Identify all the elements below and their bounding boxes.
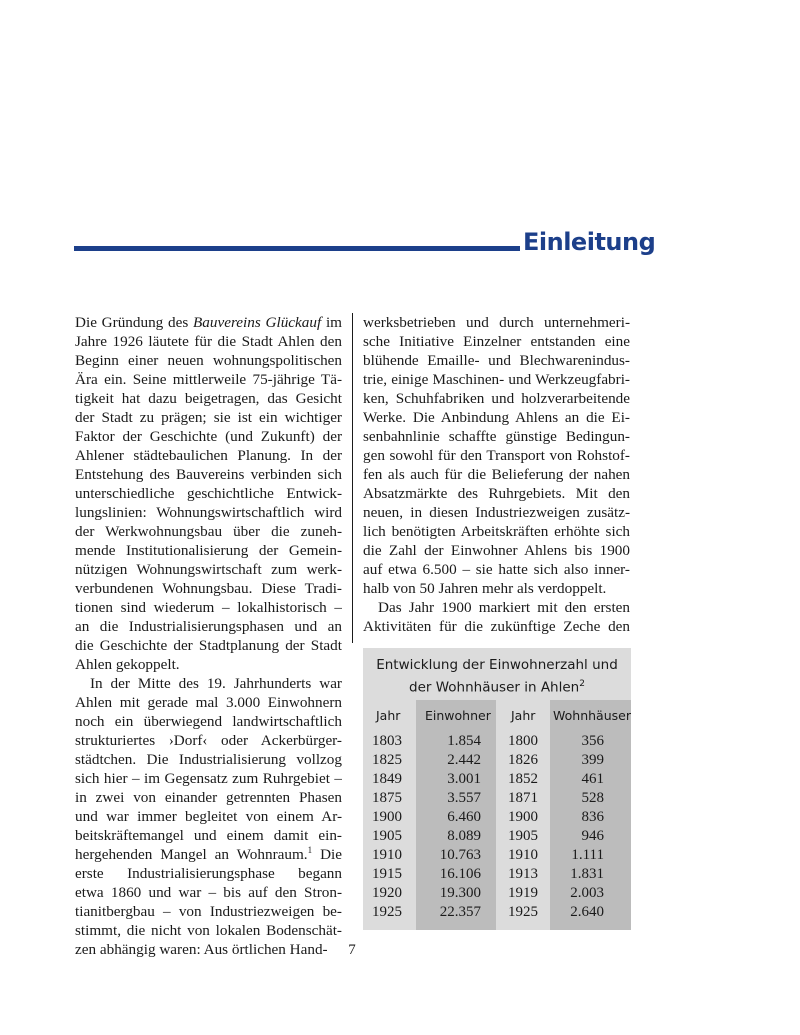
cell-wohnhaeuser: 1.111: [571, 847, 604, 863]
text-line: In der Mitte des 19. Jahrhunderts war: [90, 675, 342, 692]
text-line: werksbetrieben und durch unternehmeri-: [363, 314, 630, 331]
cell-wohnhaeuser: 1.831: [570, 866, 604, 882]
table-header-jahr-1: Jahr: [376, 708, 401, 723]
column-divider: [352, 313, 353, 643]
cell-jahr: 1849: [372, 771, 402, 787]
text-line: unterschiedliche geschichtliche Entwick-: [75, 485, 342, 502]
text-line: etwa 1860 und war – bis auf den Stron-: [75, 884, 342, 901]
cell-einwohner: 8.089: [447, 828, 481, 844]
text-line: sich hier – im Gegensatz zum Ruhrgebiet –: [75, 770, 342, 787]
text-line: beitskräftemangel und einem damit ein-: [75, 827, 342, 844]
cell-jahr: 1825: [372, 752, 402, 768]
chapter-title: Einleitung: [523, 228, 656, 256]
text-line: lungslinien: Wohnungswirtschaftlich wird: [75, 504, 342, 521]
cell-jahr: 1915: [372, 866, 402, 882]
table-title: [363, 656, 631, 698]
text-line: noch ein überwiegend landwirtschaftlich: [75, 713, 342, 730]
text-line: zen abhängig waren: Aus örtlichen Hand-: [75, 941, 328, 958]
table-row: [363, 732, 631, 751]
table-header-wohnhaeuser: Wohnhäuser: [553, 708, 631, 723]
text-line: tigkeit hat dazu beigetragen, das Gesicht: [75, 390, 342, 407]
cell-jahr: 1905: [508, 828, 538, 844]
cell-jahr: 1803: [372, 733, 402, 749]
text-line: strukturiertes ›Dorf‹ oder Ackerbürger-: [75, 732, 342, 749]
chapter-rule: [74, 246, 520, 251]
text-line: Entstehung des Bauvereins verbinden sich: [75, 466, 342, 483]
cell-jahr: 1800: [508, 733, 538, 749]
text-line: gen sowohl für den Transport von Rohstof-: [363, 447, 630, 464]
italic-name: Bauvereins Glückauf: [193, 314, 322, 331]
cell-jahr: 1826: [508, 752, 538, 768]
cell-jahr: 1920: [372, 885, 402, 901]
text-line: verbundenen Wohnungsbau. Diese Tradi-: [75, 580, 342, 597]
text-line: Jahre 1926 läutete für die Stadt Ahlen den: [75, 333, 342, 350]
table-row: [363, 846, 631, 865]
cell-wohnhaeuser: 2.640: [570, 904, 604, 920]
cell-jahr: 1910: [508, 847, 538, 863]
cell-wohnhaeuser: 946: [581, 828, 604, 844]
text-line: städtchen. Die Industrialisierung vollzog: [75, 751, 342, 768]
text-line: Werke. Die Anbindung Ahlens an die Ei-: [363, 409, 630, 426]
table-row: [363, 827, 631, 846]
text-line: in zwei von einander getrennten Phasen: [75, 789, 342, 806]
cell-einwohner: 1.854: [447, 733, 481, 749]
table-title-line1: Entwicklung der Einwohnerzahl und: [376, 657, 618, 673]
text-line: Ahlen gekoppelt.: [75, 656, 180, 673]
cell-wohnhaeuser: 2.003: [570, 885, 604, 901]
text-line: die Zahl der Einwohner Ahlens bis 1900: [363, 542, 630, 559]
text-line: Ära ein. Seine mittlerweile 75-jährige Tä-: [75, 371, 342, 388]
cell-jahr: 1900: [508, 809, 538, 825]
cell-jahr: 1905: [372, 828, 402, 844]
cell-einwohner: 3.001: [447, 771, 481, 787]
text-line: stimmt, die nicht von lokalen Bodenschät-: [75, 922, 342, 939]
text-line: neuen, in diesen Industriezweigen zusätz-: [363, 504, 630, 521]
text-line: trie, einige Maschinen- und Werkzeugfabri-: [363, 371, 630, 388]
cell-einwohner: 10.763: [439, 847, 481, 863]
text-line: auf etwa 6.500 – sie hatte sich also inner-: [363, 561, 630, 578]
text-line: halb von 50 Jahren mehr als verdoppelt.: [363, 580, 607, 597]
table-title-line2: der Wohnhäuser in Ahlen: [409, 679, 580, 696]
cell-jahr: 1875: [372, 790, 402, 806]
text-line: mende Institutionalisierung der Gemein-: [75, 542, 342, 559]
text-line: hergehenden Mangel an Wohnraum.$^1$ Die: [75, 845, 342, 863]
text-line: erste Industrialisierungsphase begann: [75, 865, 342, 882]
table-row: [363, 789, 631, 808]
text-line: Ahlener städtebaulichen Planung. In der: [75, 447, 342, 464]
cell-jahr: 1910: [372, 847, 402, 863]
table-row: [363, 808, 631, 827]
cell-einwohner: 6.460: [447, 809, 481, 825]
cell-jahr: 1871: [508, 790, 538, 806]
text-line: ken, Schuhfabriken und holzverarbeitende: [363, 390, 630, 407]
cell-wohnhaeuser: 461: [581, 771, 604, 787]
table-body: [363, 732, 631, 922]
text-line: Faktor der Geschichte (und Zukunft) der: [75, 428, 342, 445]
text-line: Die Gründung des Bauvereins Glückauf im: [75, 314, 342, 331]
cell-wohnhaeuser: 836: [581, 809, 604, 825]
table-header-einwohner: Einwohner: [425, 708, 491, 723]
cell-jahr: 1900: [372, 809, 402, 825]
text-line: lich benötigten Arbeitskräften erhöhte sich: [363, 523, 630, 540]
text-line: der Stadt zu prägen; sie ist ein wichtiger: [75, 409, 342, 426]
cell-jahr: 1852: [508, 771, 538, 787]
cell-wohnhaeuser: 528: [581, 790, 604, 806]
table-row: [363, 751, 631, 770]
table-row: [363, 884, 631, 903]
table-footnote-ref: 2: [579, 679, 585, 689]
text-line: die Geschichte der Stadtplanung der Stadt: [75, 637, 342, 654]
table-row: [363, 865, 631, 884]
footnote-ref: 1: [307, 845, 313, 855]
cell-einwohner: 3.557: [447, 790, 481, 806]
text-column-right: [363, 313, 630, 636]
text-line: und war immer begleitet von einem Ar-: [75, 808, 342, 825]
table-row: [363, 903, 631, 922]
page-number: 7: [348, 942, 356, 958]
cell-einwohner: 16.106: [439, 866, 481, 882]
text-line: Absatzmärkte des Ruhrgebiets. Mit den: [363, 485, 630, 502]
cell-einwohner: 22.357: [439, 904, 481, 920]
text-line: Aktivitäten für die zukünftige Zeche den: [363, 618, 630, 635]
text-line: sche Initiative Einzelner entstanden eine: [363, 333, 630, 350]
table-row: [363, 770, 631, 789]
text-line: fen als auch für die Belieferung der nahen: [363, 466, 630, 483]
text-line: tionen sind wiederum – lokalhistorisch –: [75, 599, 342, 616]
cell-jahr: 1913: [508, 866, 538, 882]
cell-einwohner: 19.300: [439, 885, 481, 901]
text-line: Ahlen mit gerade mal 3.000 Einwohnern: [75, 694, 342, 711]
text-line: tianitbergbau – von Industriezweigen be-: [75, 903, 342, 920]
cell-wohnhaeuser: 399: [581, 752, 604, 768]
text-line: Das Jahr 1900 markiert mit den ersten: [378, 599, 630, 616]
text-line: senbahnlinie schaffte günstige Bedingun-: [363, 428, 630, 445]
cell-wohnhaeuser: 356: [581, 733, 604, 749]
text-line: an die Industrialisierungsphasen und an: [75, 618, 342, 635]
table-header-jahr-2: Jahr: [511, 708, 536, 723]
text-line: Beginn einer neuen wohnungspolitischen: [75, 352, 342, 369]
text-line: der Werkwohnungsbau über die zuneh-: [75, 523, 342, 540]
cell-einwohner: 2.442: [447, 752, 481, 768]
text-line: blühende Emaille- und Blechwarenindus-: [363, 352, 630, 369]
cell-jahr: 1919: [508, 885, 538, 901]
cell-jahr: 1925: [508, 904, 538, 920]
cell-jahr: 1925: [372, 904, 402, 920]
text-line: nützigen Wohnungswirtschaft zum werk-: [75, 561, 342, 578]
text-column-left: [75, 313, 342, 959]
